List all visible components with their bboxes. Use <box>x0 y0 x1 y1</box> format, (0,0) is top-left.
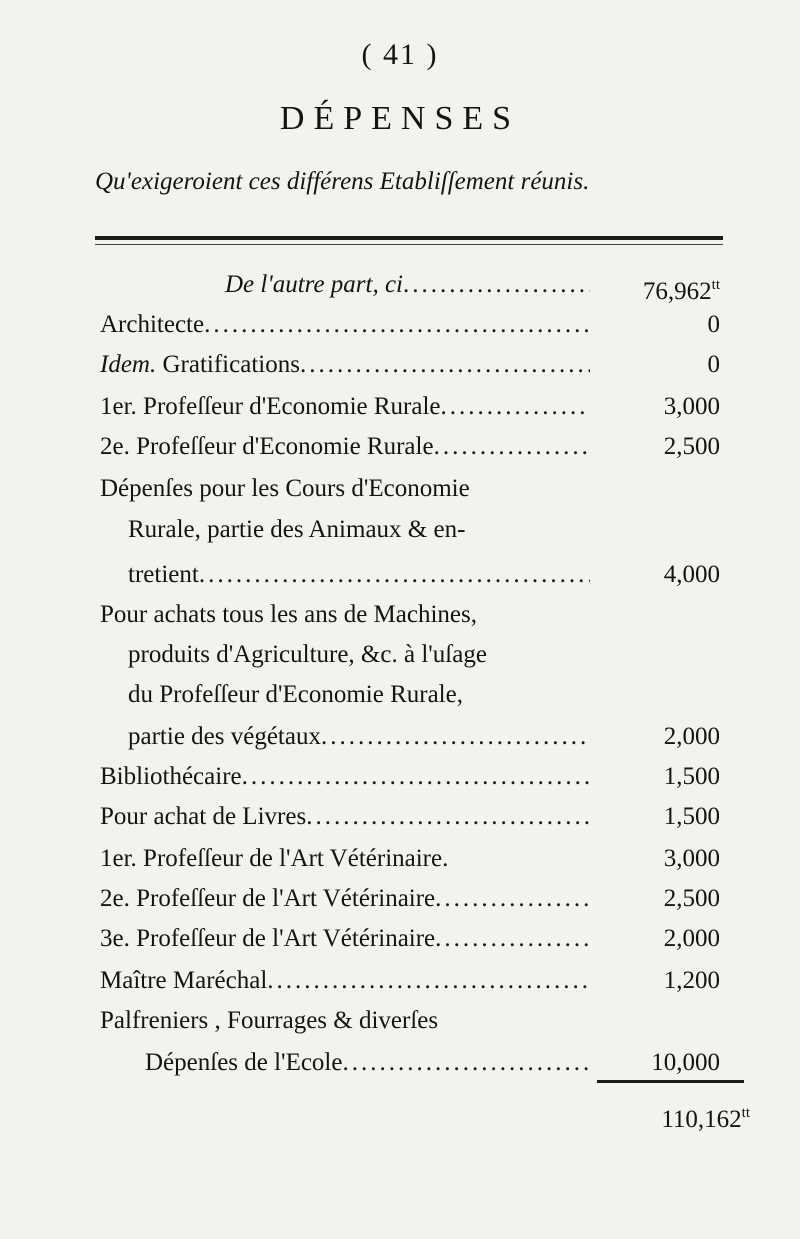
leader-dots <box>306 798 590 836</box>
entry-label-line: du Profeſſeur d'Economie Rurale, <box>128 681 463 708</box>
ledger-entry <box>100 920 590 958</box>
entry-label: De l'autre part, ci <box>225 271 404 298</box>
entry-amount: 2,500 <box>663 433 720 460</box>
entry-label-line: produits d'Agriculture, &c. à l'uſage <box>128 641 487 668</box>
page-number: ( 41 ) <box>361 38 439 71</box>
leader-dots <box>300 346 590 384</box>
ledger-entry <box>100 388 590 426</box>
ledger-entry-continuation <box>128 718 590 756</box>
page-subtitle: Qu'exigeroient ces différens Etabliſſement réunis. <box>95 168 590 195</box>
page-heading: DÉPENSES <box>279 100 521 137</box>
entry-amount: 0 <box>707 311 720 338</box>
entry-label-line: Dépenſes de l'Ecole <box>145 1049 343 1076</box>
ledger-entry-continuation <box>128 511 590 549</box>
heading-rule-thin <box>95 244 723 245</box>
leader-dots <box>342 1044 590 1082</box>
entry-amount: 3,000 <box>663 393 720 420</box>
entry-label-line: Palfreniers , Fourrages & diverſes <box>100 1007 439 1034</box>
entry-amount: 0 <box>707 351 720 378</box>
amount-value: 76,962 <box>642 278 712 305</box>
entry-label: 1er. Profeſſeur de l'Art Vétérinaire. <box>100 845 449 872</box>
entry-label-line: partie des végétaux <box>128 723 321 750</box>
leader-dots <box>242 758 590 796</box>
entry-label: Maître Maréchal <box>100 967 268 994</box>
leader-dots <box>435 920 590 958</box>
ledger-entry-continuation <box>128 676 590 714</box>
ledger-entry <box>100 306 590 344</box>
leader-dots <box>199 556 590 594</box>
entry-label-text: Gratifications <box>156 351 300 378</box>
entry-label-line: Dépenſes pour les Cours d'Economie <box>100 475 470 502</box>
ledger-entry-continuation <box>128 556 590 594</box>
entry-label <box>100 346 300 384</box>
entry-label-line: Pour achats tous les ans de Machines, <box>100 601 478 628</box>
entry-amount: 1,500 <box>663 803 720 830</box>
entry-amount: 10,000 <box>651 1049 720 1076</box>
ledger-entry-multiline <box>100 470 590 508</box>
entry-label: 1er. Profeſſeur d'Economie Rurale <box>100 393 441 420</box>
heading-rule-thick <box>95 236 723 240</box>
entry-label: Architecte <box>100 311 205 338</box>
amount-unit: tt <box>711 277 720 293</box>
ledger-entry <box>100 962 590 1000</box>
ledger-entry <box>100 840 590 878</box>
leader-dots <box>204 306 590 344</box>
leader-dots <box>267 962 590 1000</box>
entry-label: 2e. Profeſſeur d'Economie Rurale <box>100 433 434 460</box>
entry-amount: 3,000 <box>663 845 720 872</box>
entry-label: Pour achat de Livres <box>100 803 307 830</box>
leader-dots <box>441 388 590 426</box>
leader-dots <box>403 266 590 304</box>
entry-label: 2e. Profeſſeur de l'Art Vétérinaire <box>100 885 436 912</box>
entry-label: Bibliothécaire <box>100 763 242 790</box>
leader-dots <box>434 428 590 466</box>
entry-amount <box>600 266 720 311</box>
ledger-entry-multiline <box>100 596 590 634</box>
entry-label-italic: Idem. <box>100 351 157 378</box>
ledger-entry <box>100 428 590 466</box>
entry-amount: 2,500 <box>663 885 720 912</box>
ledger-entry-continuation <box>128 636 590 674</box>
total-value: 110,162 <box>661 1106 742 1133</box>
ledger-entry-multiline <box>100 1002 590 1040</box>
grand-total <box>600 1094 750 1139</box>
leader-dots <box>435 880 590 918</box>
ledger-entry <box>100 346 590 384</box>
total-rule <box>597 1080 744 1083</box>
ledger-entry-continuation <box>145 1044 590 1082</box>
total-unit: tt <box>741 1105 750 1121</box>
leader-dots <box>321 718 590 756</box>
ledger-entry <box>100 880 590 918</box>
ledger-entry <box>100 798 590 836</box>
entry-label: 3e. Profeſſeur de l'Art Vétérinaire <box>100 925 436 952</box>
entry-label-line: Rurale, partie des Animaux & en- <box>128 516 466 543</box>
ledger-entry <box>100 758 590 796</box>
entry-amount: 4,000 <box>663 561 720 588</box>
entry-amount: 1,500 <box>663 763 720 790</box>
ledger-entry-carried-forward <box>225 266 590 304</box>
entry-amount: 2,000 <box>663 925 720 952</box>
entry-amount: 2,000 <box>663 723 720 750</box>
entry-amount: 1,200 <box>663 967 720 994</box>
entry-label-line: tretient <box>128 561 199 588</box>
